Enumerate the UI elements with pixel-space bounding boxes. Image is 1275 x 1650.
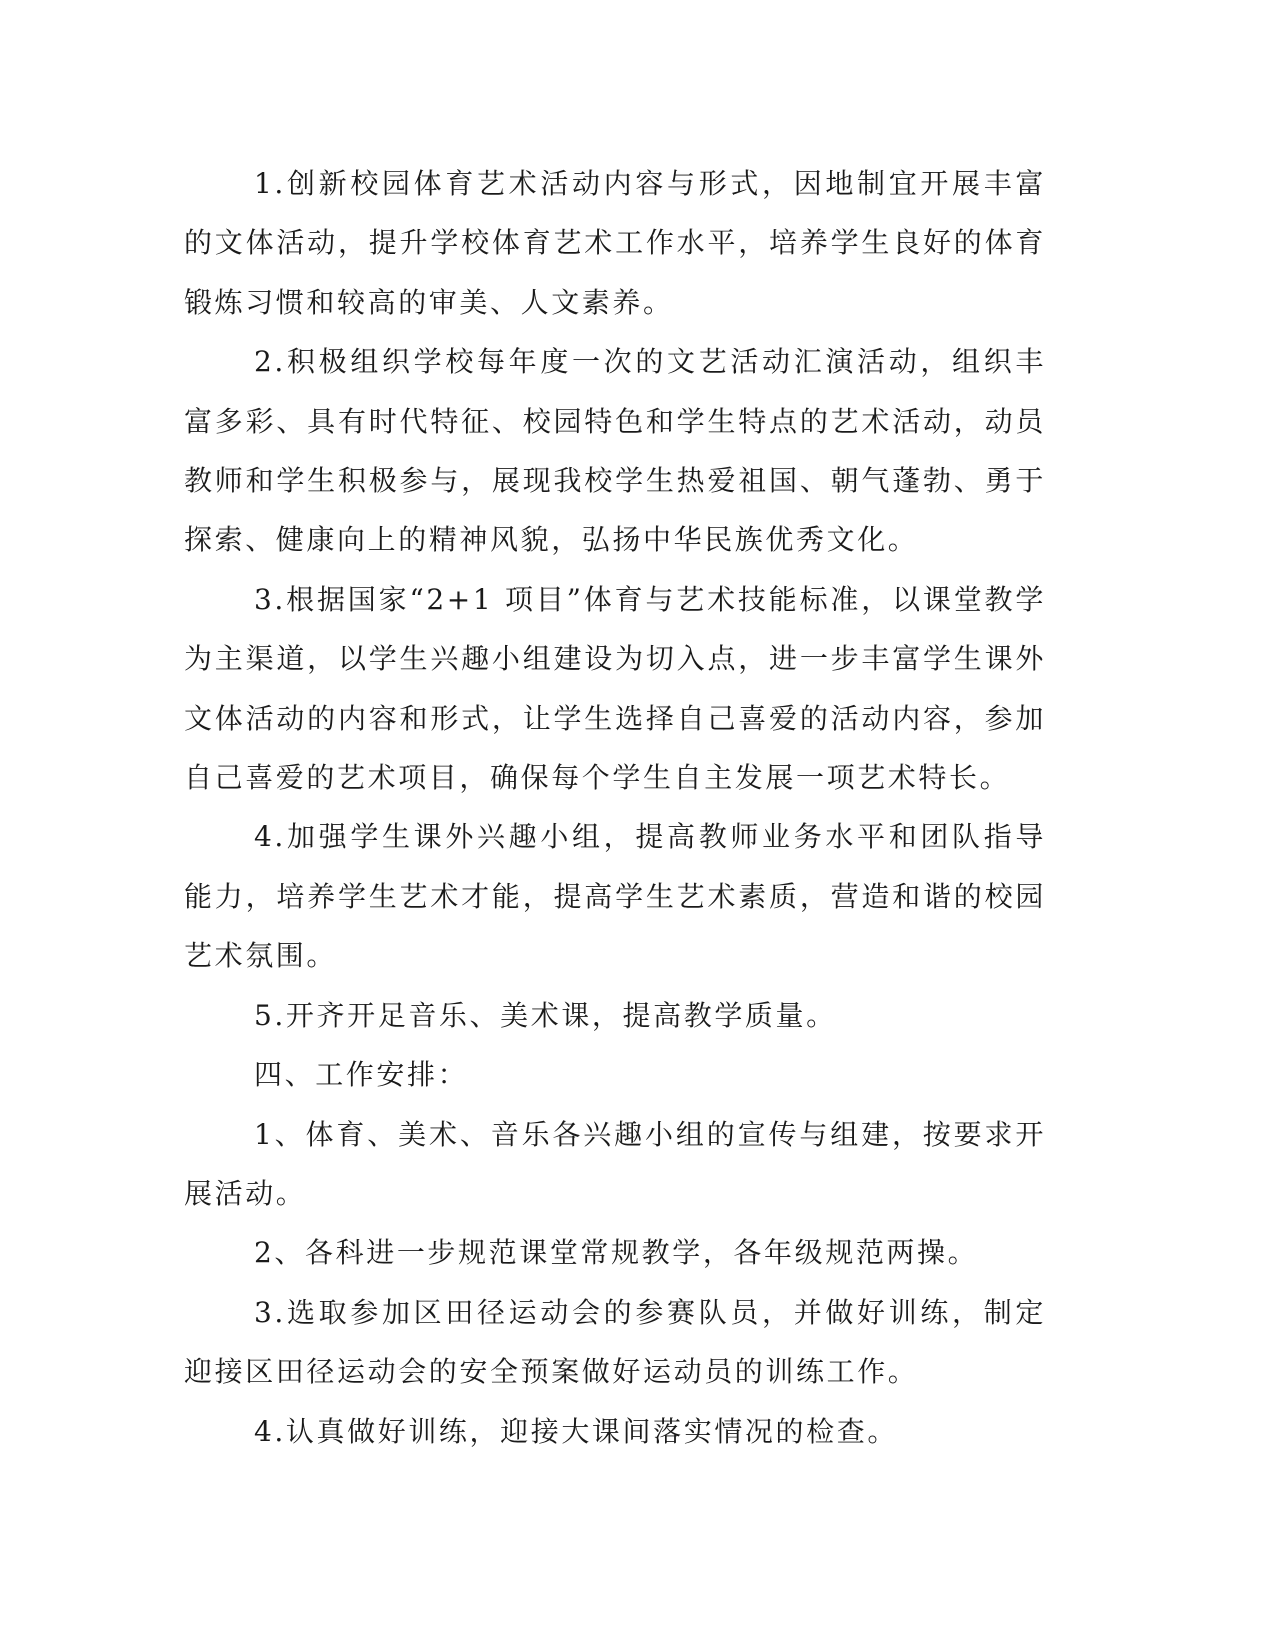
paragraph-goal-5: 5.开齐开足音乐、美术课，提高教学质量。 <box>254 998 837 1032</box>
paragraph-goal-2: 2.积极组织学校每年度一次的文艺活动汇演活动，组织丰富多彩、具有时代特征、校园特色和学生特点的艺术活动，动员教师和学生积极参与，展现我校学生热爱祖国、朝气蓬勃、勇于探索、健康向上的精神风貌，弘扬中华民族优秀文化。 <box>184 345 1046 557</box>
paragraph-arrangement-1: 1、体育、美术、音乐各兴趣小组的宣传与组建，按要求开展活动。 <box>184 1117 1046 1210</box>
paragraph-arrangement-2: 2、各科进一步规范课堂常规教学，各年级规范两操。 <box>254 1236 979 1270</box>
paragraph-goal-3: 3.根据国家“2+1 项目”体育与艺术技能标准，以课堂教学为主渠道，以学生兴趣小组建设为切入点，进一步丰富学生课外文体活动的内容和形式，让学生选择自己喜爱的活动内容，参加自己喜爱的艺术项目，确保每个学生自主发展一项艺术特长。 <box>184 582 1046 795</box>
document-body <box>184 154 1046 1461</box>
paragraph-arrangement-4: 4.认真做好训练，迎接大课间落实情况的检查。 <box>254 1414 898 1448</box>
paragraph-arrangement-3: 3.选取参加区田径运动会的参赛队员，并做好训练，制定迎接区田径运动会的安全预案做好运动员的训练工作。 <box>184 1295 1046 1389</box>
paragraph-goal-4: 4.加强学生课外兴趣小组，提高教师业务水平和团队指导能力，培养学生艺术才能，提高学生艺术素质，营造和谐的校园艺术氛围。 <box>184 820 1046 973</box>
paragraph-goal-1: 1.创新校园体育艺术活动内容与形式，因地制宜开展丰富的文体活动，提升学校体育艺术工作水平，培养学生良好的体育锻炼习惯和较高的审美、人文素养。 <box>184 167 1046 319</box>
section-heading-work-arrangement: 四、工作安排： <box>254 1058 469 1092</box>
